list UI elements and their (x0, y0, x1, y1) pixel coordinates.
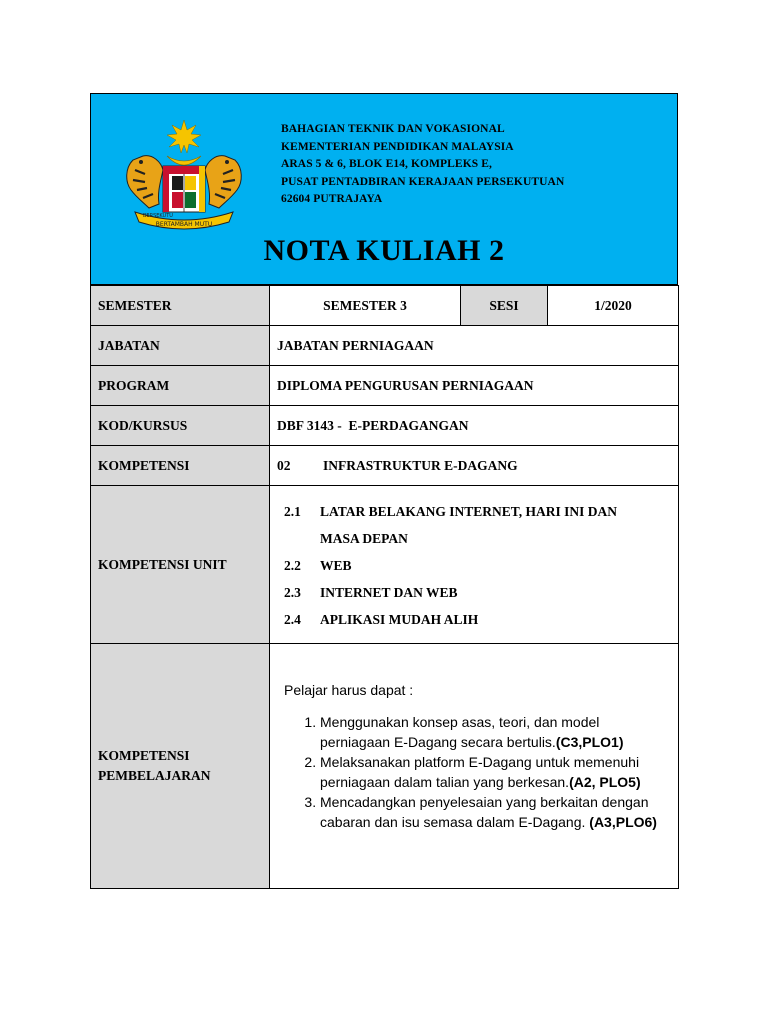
address-line: BAHAGIAN TEKNIK DAN VOKASIONAL (281, 123, 505, 135)
document-header (90, 93, 678, 285)
list-item: 3. Mencadangkan penyelesaian yang berkaitan dengan cabaran dan isu semasa dalam E-Dagang. (A3,PLO6) (320, 792, 670, 832)
semester-value: SEMESTER 3 (270, 286, 461, 326)
list-item: 2.1 LATAR BELAKANG INTERNET, HARI INI DAN (284, 504, 618, 519)
plo-code: (A2, PLO5) (569, 774, 641, 790)
malaysia-coat-of-arms-icon (119, 116, 249, 236)
kompetensi-number: 02 (277, 457, 291, 473)
jabatan-row (91, 326, 679, 366)
sesi-label: SESI (461, 286, 548, 326)
document-title: NOTA KULIAH 2 (263, 234, 505, 267)
program-row (91, 366, 679, 406)
list-item-continuation: MASA DEPAN (320, 531, 408, 546)
kompetensi-title: INFRASTRUKTUR E-DAGANG (323, 457, 518, 473)
learning-intro: Pelajar harus dapat : (284, 682, 414, 698)
list-item: 2.3 INTERNET DAN WEB (284, 585, 458, 600)
kod-kursus-label: KOD/KURSUS (91, 406, 270, 446)
kod-kursus-value: DBF 3143 - E-PERDAGANGAN (270, 406, 679, 446)
semester-row (91, 286, 679, 326)
sesi-value: 1/2020 (548, 286, 679, 326)
plo-code: (C3,PLO1) (555, 734, 624, 750)
address-line: PUSAT PENTADBIRAN KERAJAAN PERSEKUTUAN (281, 175, 565, 188)
learning-outcomes (270, 644, 679, 889)
course-info-table (90, 285, 679, 889)
svg-text:BERSEKUTU: BERSEKUTU (143, 213, 173, 219)
jabatan-label: JABATAN (91, 326, 270, 366)
jabatan-value: JABATAN PERNIAGAAN (270, 326, 679, 366)
address-line: 62604 PUTRAJAYA (281, 193, 383, 205)
program-value: DIPLOMA PENGURUSAN PERNIAGAAN (270, 366, 679, 406)
kompetensi-value (270, 446, 679, 486)
list-item: 1. Menggunakan konsep asas, teori, dan model perniagaan E-Dagang secara bertulis.(C3,PLO1) (320, 712, 670, 752)
program-label: PROGRAM (91, 366, 270, 406)
address-line: KEMENTERIAN PENDIDIKAN MALAYSIA (281, 140, 514, 153)
list-item: 2. Melaksanakan platform E-Dagang untuk memenuhi perniagaan dalam talian yang berkesan.(A2, PLO5) (320, 752, 670, 792)
list-item: 2.2 WEB (284, 558, 352, 573)
kod-kursus-row (91, 406, 679, 446)
kompetensi-unit-row (91, 486, 679, 644)
kompetensi-unit-list (270, 486, 679, 644)
semester-label: SEMESTER (91, 286, 270, 326)
list-item: 2.4 APLIKASI MUDAH ALIH (284, 612, 479, 627)
svg-text:BERTAMBAH MUTU: BERTAMBAH MUTU (155, 221, 213, 228)
kompetensi-unit-label: KOMPETENSI UNIT (91, 486, 270, 644)
kompetensi-pembelajaran-row (91, 644, 679, 889)
department-address (281, 121, 564, 209)
kompetensi-label: KOMPETENSI (91, 446, 270, 486)
plo-code: (A3,PLO6) (589, 814, 657, 830)
lecture-note-sheet (90, 93, 678, 889)
address-line: ARAS 5 & 6, BLOK E14, KOMPLEKS E, (281, 158, 492, 170)
learning-outcome-list (284, 712, 670, 832)
kompetensi-row (91, 446, 679, 486)
kompetensi-pembelajaran-label: KOMPETENSI PEMBELAJARAN (91, 644, 270, 889)
